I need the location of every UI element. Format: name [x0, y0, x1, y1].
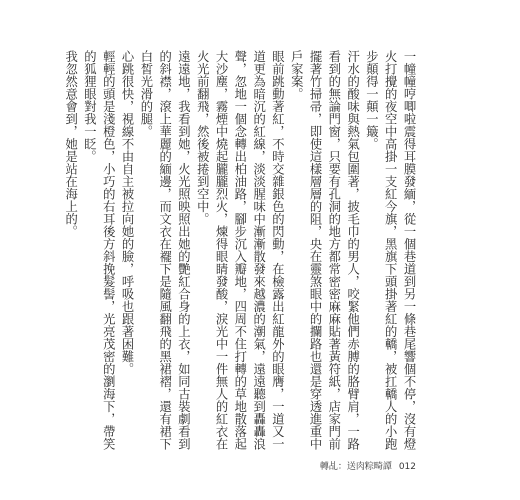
paragraph: 汗水的酸味與熱氣包圍著，披毛巾的男人，咬緊他們赤膊的胳臂肩，一路看到的無論門窗，只要有孔洞的地方都常密密麻麻貼著黃符紙，店家門前擺著竹掃帚，即使這樣層層的阻，央在靈煞眼中的攔路也還是穿透進重中戶家案。: [289, 50, 360, 450]
paragraph: 輕輕的頭是淺橙色，小巧的右耳後方斜挽髮髻，光亮茂密的瀏海下，帶笑的狐狸眼對我一眨。: [82, 50, 116, 450]
paragraph: 一幢幢哼唧啦震得耳膜發緬，從一個巷道到另一條巷尾響個不停，沒有燈火打攪的夜空中高掛一支紅今旗，黑旗下頭掛著紅的轎，被扛轎人的小跑步顛得一顛一簸。: [364, 50, 416, 450]
paragraph: 我忽然意會到，她是站在海上的。: [63, 50, 78, 238]
book-title: 轉乩：送肉粽畸譚: [319, 462, 392, 472]
page-footer: [320, 459, 416, 472]
footer-separator: [394, 462, 397, 472]
body-text: [63, 50, 418, 450]
page-number: 012: [398, 462, 416, 472]
paragraph: 心跳很快，視線不由自主被拉向她的臉，呼吸也跟著困難。: [120, 50, 135, 375]
paragraph: 眼前跳動著紅，不時交雜銀色的閃動，在檢露出紅龍外的眼膺，一道又一道更為暗沉的紅線，淡淡腥味中漸漸散發來越濃的潮氣，遠遠聽到轟轟浪聲，忽地一個念轉出柏油路，腳步沉入瓣地，四周不住打轉的草地散落起大沙塵，霧煙中燒起朧朧烈火，煉得眼睛發酸，淚光中一件無人的紅衣在火光前翻飛，然後被捲到空中。: [195, 50, 285, 450]
paragraph: 遠遠地，我看到她，火光照映照出她的艷紅合身的上衣，如同古裝劇看到的斜襟，滾上華麗的緬邊，而文衣在襬下是隨風翻飛的黑裙褶，還有裙下白皙光滑的腿。: [138, 50, 191, 450]
